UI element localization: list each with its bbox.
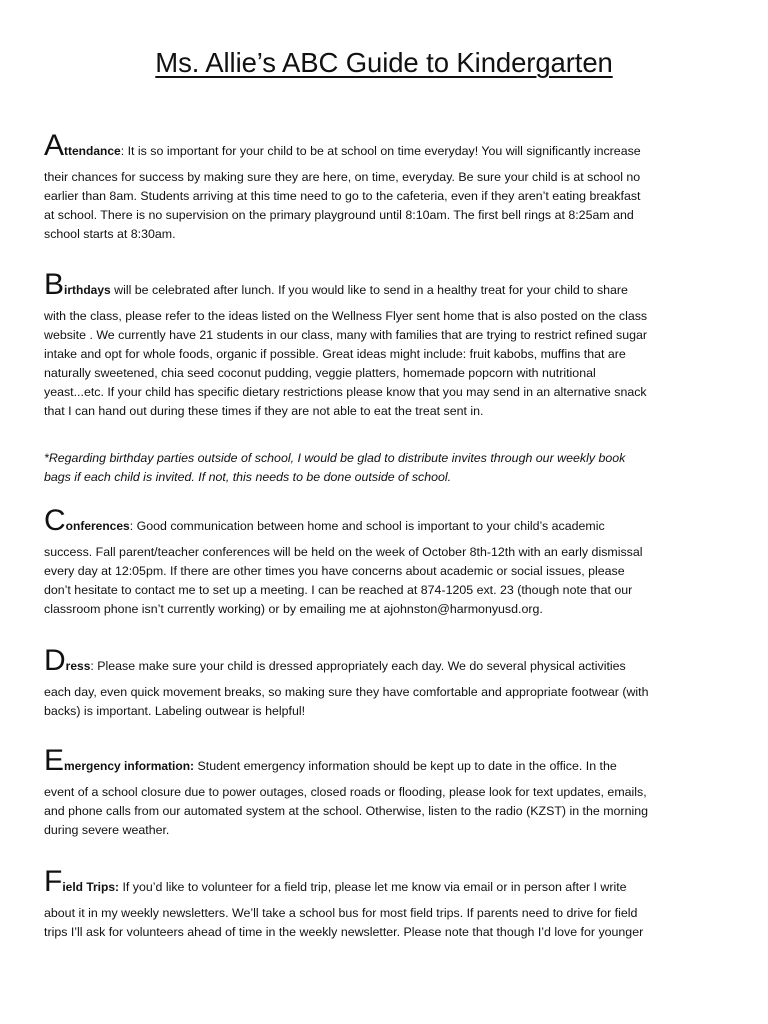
section-text: will be celebrated after lunch. If you would like to send in a healthy treat for your child to share [110,283,628,297]
section-heading: mergency information: [64,759,195,773]
section-text: : Please make sure your child is dressed appropriately each day. We do several physical activities [90,659,626,673]
note-line: *Regarding birthday parties outside of school, I would be glad to distribute invites through our weekly book [44,451,626,465]
body-line: about it in my weekly newsletters. We’ll take a school bus for most field trips. If parents need to drive for field [44,906,638,920]
drop-cap: A [44,129,65,162]
section-first-line [44,865,724,904]
section-first-line [44,744,724,783]
body-line: during severe weather. [44,823,170,837]
body-line: their chances for success by making sure they are here, on time, everyday. Be sure your child is at school no [44,170,641,184]
section-conferences [44,504,724,619]
section-heading: ttendance [64,144,121,158]
section-attendance [44,129,724,244]
body-line: website . We currently have 21 students in our class, many with families that are trying to restrict refined sugar [44,328,648,342]
section-text: Student emergency information should be kept up to date in the office. In the [194,759,617,773]
page-title: Ms. Allie’s ABC Guide to Kindergarten [155,47,613,78]
body-line: event of a school closure due to power outages, closed roads or flooding, please look for text updates, emails, [44,785,647,799]
section-heading: ress [65,659,91,673]
body-line: classroom phone isn’t currently working) or by emailing me at ajohnston@harmonyusd.org. [44,602,543,616]
section-text: : It is so important for your child to be at school on time everyday! You will significantly increase [120,144,641,158]
section-dress [44,644,724,721]
body-line: yeast...etc. If your child has specific dietary restrictions please know that you may send in an alternative snack [44,385,647,399]
drop-cap: F [44,865,63,898]
section-heading: ield Trips: [62,880,120,894]
section-emergency-information [44,744,724,840]
section-first-line [44,504,724,543]
drop-cap: D [44,644,66,677]
body-line: backs) is important. Labeling outwear is helpful! [44,704,306,718]
section-field-trips [44,865,724,942]
drop-cap: B [44,268,65,301]
body-line: with the class, please refer to the ideas listed on the Wellness Flyer sent home that is also posted on the class [44,309,648,323]
body-line: school starts at 8:30am. [44,227,176,241]
section-first-line [44,129,724,168]
section-first-line [44,644,724,683]
drop-cap: E [44,744,65,777]
body-line: success. Fall parent/teacher conferences will be held on the week of October 8th-12th with an early dismissal [44,545,643,559]
body-line: earlier than 8am. Students arriving at this time need to go to the cafeteria, even if they aren’t eating breakfast [44,189,641,203]
section-birthdays [44,268,724,421]
body-line: every day at 12:05pm. If there are other times you have concerns about academic or social issues, please [44,564,625,578]
section-text: : Good communication between home and school is important to your child’s academic [129,519,605,533]
section-first-line [44,268,724,307]
section-text: If you’d like to volunteer for a field trip, please let me know via email or in person after I write [119,880,627,894]
birthday-party-note [44,449,724,487]
body-line: each day, even quick movement breaks, so making sure they have comfortable and appropriate footwear (with [44,685,649,699]
body-line: trips I’ll ask for volunteers ahead of time in the weekly newsletter. Please note that though I’d love for younger [44,925,644,939]
body-line: and phone calls from our automated system at the school. Otherwise, listen to the radio (KZST) in the morning [44,804,648,818]
body-line: that I can hand out during these times if they are not able to eat the treat sent in. [44,404,484,418]
body-line: don’t hesitate to contact me to set up a meeting. I can be reached at 874-1205 ext. 23 (though note that our [44,583,633,597]
body-line: naturally sweetened, chia seed coconut pudding, veggie platters, homemade popcorn with nutritional [44,366,596,380]
section-heading: onferences [65,519,130,533]
body-line: intake and opt for whole foods, organic if possible. Great ideas might include: fruit kabobs, muffins that are [44,347,626,361]
note-line: bags if each child is invited. If not, this needs to be done outside of school. [44,470,452,484]
drop-cap: C [44,504,66,537]
body-line: at school. There is no supervision on the primary playground until 8:10am. The first bell rings at 8:25am and [44,208,634,222]
section-heading: irthdays [64,283,111,297]
